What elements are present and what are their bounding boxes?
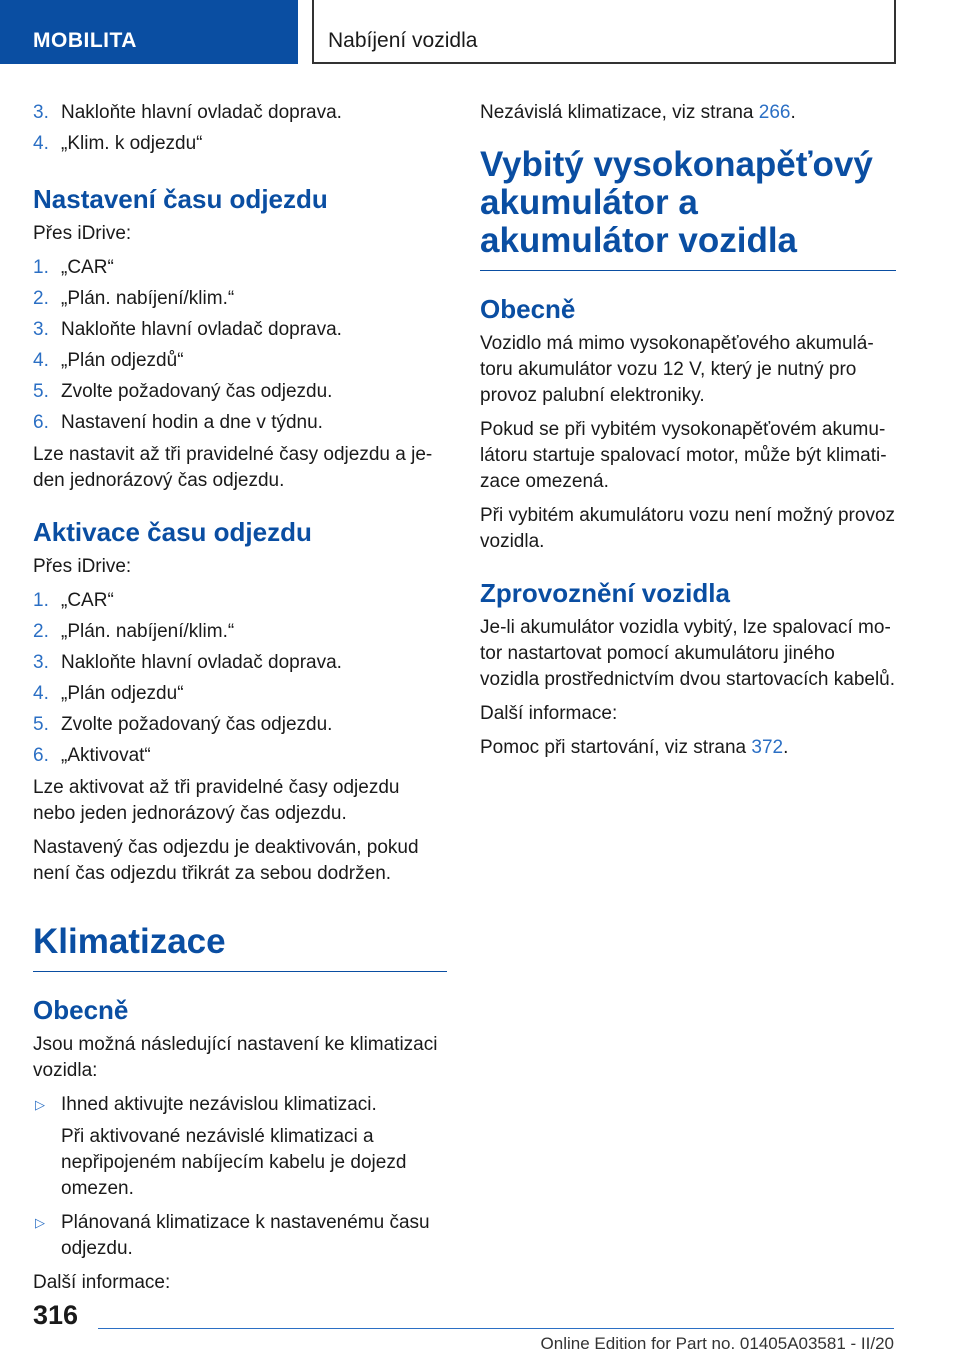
heading-klimatizace-block bbox=[33, 923, 447, 972]
list-item-text: Nastavení hodin a dne v týdnu. bbox=[61, 412, 323, 433]
list-item bbox=[33, 317, 447, 343]
ref-page-link-372[interactable]: 372 bbox=[751, 737, 784, 758]
list-item bbox=[33, 743, 447, 769]
list-item-text: „Plán. nabíjení/klim.“ bbox=[61, 288, 235, 309]
heading-vybity: Vybitý vysokonapěťový akumulátor a akumulátor vozidla bbox=[480, 145, 873, 260]
heading-obecne-right: Obecně bbox=[480, 294, 576, 324]
vybity-p3: Při vybitém akumulátoru vozu není možný provoz vozidla. bbox=[480, 505, 896, 552]
left-column bbox=[33, 100, 447, 1304]
section-label: MOBILITA bbox=[33, 29, 137, 52]
list-item-number: 4. bbox=[33, 683, 49, 704]
heading-nastaveni: Nastavení času odjezdu bbox=[33, 184, 328, 214]
list-item bbox=[33, 619, 447, 645]
list-item-number: 1. bbox=[33, 590, 49, 611]
bullet-subtext: Při aktivované nezávislé klimatizaci a nepřipojeném nabíjecím kabelu je dojezd omezen. bbox=[61, 1126, 407, 1199]
obecne-intro: Jsou možná následující nastavení ke klimatizaci vozidla: bbox=[33, 1034, 438, 1081]
list-item bbox=[33, 255, 447, 281]
bullet-text: Plánovaná klimatizace k nastavenému času odjezdu. bbox=[61, 1212, 430, 1259]
zprovozneni-p: Je-li akumulátor vozidla vybitý, lze spalovací motor nastartovat pomocí akumulátoru jiného vozidla prostřednictvím dvou startovacích kabelů. bbox=[480, 617, 896, 690]
list-item-number: 5. bbox=[33, 381, 49, 402]
list-item bbox=[33, 650, 447, 676]
triangle-bullet-icon: ▷ bbox=[35, 1097, 45, 1112]
list-item-number: 3. bbox=[33, 652, 49, 673]
steps-list-continued bbox=[33, 100, 447, 157]
nastaveni-intro: Přes iDrive: bbox=[33, 223, 132, 244]
list-item-text: „Plán odjezdů“ bbox=[61, 350, 184, 371]
list-item bbox=[33, 379, 447, 405]
ref-page-link-266[interactable]: 266 bbox=[758, 102, 791, 123]
list-item-number: 4. bbox=[33, 133, 49, 154]
chapter-tab bbox=[312, 0, 896, 64]
list-item-text: „Plán. nabíjení/klim.“ bbox=[61, 621, 235, 642]
list-item-number: 5. bbox=[33, 714, 49, 735]
list-item-number: 2. bbox=[33, 621, 49, 642]
right-column bbox=[480, 100, 896, 769]
bullet-text: Ihned aktivujte nezávislou klimatizaci. bbox=[61, 1094, 377, 1115]
aktivace-intro: Přes iDrive: bbox=[33, 556, 132, 577]
list-item-text: Zvolte požadovaný čas odjezdu. bbox=[61, 381, 333, 402]
klimatizace-options bbox=[33, 1092, 447, 1262]
list-item-text: Nakloňte hlavní ovladač doprava. bbox=[61, 319, 342, 340]
list-item bbox=[33, 131, 447, 157]
list-item-number: 6. bbox=[33, 412, 49, 433]
dalsi-info-left: Další informace: bbox=[33, 1272, 171, 1293]
heading-vybity-block bbox=[480, 146, 896, 271]
nastaveni-note: Lze nastavit až tři pravidelné časy odjezdu a jeden jednorázový čas odjezdu. bbox=[33, 444, 433, 491]
ref-nezavisla-text: Nezávislá klimatizace, viz strana bbox=[480, 102, 759, 123]
ref-startovani bbox=[480, 735, 896, 761]
section-tab bbox=[0, 0, 298, 64]
list-item-text: „Klim. k odjezdu“ bbox=[61, 133, 203, 154]
list-item-text: „Plán odjezdu“ bbox=[61, 683, 184, 704]
aktivace-note-1: Lze aktivovat až tři pravidelné časy odjezdu nebo jeden jednorázový čas odjezdu. bbox=[33, 777, 400, 824]
list-item-number: 3. bbox=[33, 102, 49, 123]
page-number: 316 bbox=[33, 1300, 79, 1330]
vybity-p1: Vozidlo má mimo vysokonapěťového akumulátoru akumulátor vozu 12 V, který je nutný pro provoz palubní elektroniky. bbox=[480, 333, 874, 406]
list-item-number: 1. bbox=[33, 257, 49, 278]
bullet-item bbox=[33, 1210, 447, 1262]
bullet-item bbox=[33, 1092, 447, 1202]
ref-startovani-text: Pomoc při startování, viz strana bbox=[480, 737, 752, 758]
dalsi-info-right: Další informace: bbox=[480, 703, 618, 724]
ref-startovani-end: . bbox=[783, 737, 789, 758]
steps-list-nastaveni bbox=[33, 255, 447, 436]
list-item-text: „CAR“ bbox=[61, 257, 114, 278]
list-item bbox=[33, 348, 447, 374]
list-item bbox=[33, 100, 447, 126]
list-item bbox=[33, 681, 447, 707]
list-item-text: „CAR“ bbox=[61, 590, 114, 611]
list-item-number: 4. bbox=[33, 350, 49, 371]
chapter-label: Nabíjení vozidla bbox=[328, 29, 478, 52]
heading-obecne-left: Obecně bbox=[33, 995, 129, 1025]
vybity-p2: Pokud se při vybitém vysokonapěťovém akumulátoru startuje spalovací motor, může být klimatizace omezená. bbox=[480, 419, 887, 492]
heading-klimatizace: Klimatizace bbox=[33, 922, 226, 961]
list-item-text: Nakloňte hlavní ovladač doprava. bbox=[61, 102, 342, 123]
ref-nezavisla-end: . bbox=[790, 102, 796, 123]
footer-edition: Online Edition for Part no. 01405A03581 - II/20 bbox=[540, 1334, 894, 1353]
list-item-number: 3. bbox=[33, 319, 49, 340]
footer-rule bbox=[98, 1328, 894, 1329]
list-item bbox=[33, 712, 447, 738]
list-item bbox=[33, 410, 447, 436]
steps-list-aktivace bbox=[33, 588, 447, 769]
list-item-text: „Aktivovat“ bbox=[61, 745, 151, 766]
ref-nezavisla bbox=[480, 100, 896, 126]
aktivace-note-2: Nastavený čas odjezdu je deaktivován, pokud není čas odjezdu třikrát za sebou dodržen. bbox=[33, 837, 419, 884]
list-item-number: 6. bbox=[33, 745, 49, 766]
list-item-text: Nakloňte hlavní ovladač doprava. bbox=[61, 652, 342, 673]
list-item-text: Zvolte požadovaný čas odjezdu. bbox=[61, 714, 333, 735]
list-item-number: 2. bbox=[33, 288, 49, 309]
heading-aktivace: Aktivace času odjezdu bbox=[33, 517, 312, 547]
heading-zprovozneni: Zprovoznění vozidla bbox=[480, 578, 730, 608]
triangle-bullet-icon: ▷ bbox=[35, 1215, 45, 1230]
list-item bbox=[33, 286, 447, 312]
list-item bbox=[33, 588, 447, 614]
